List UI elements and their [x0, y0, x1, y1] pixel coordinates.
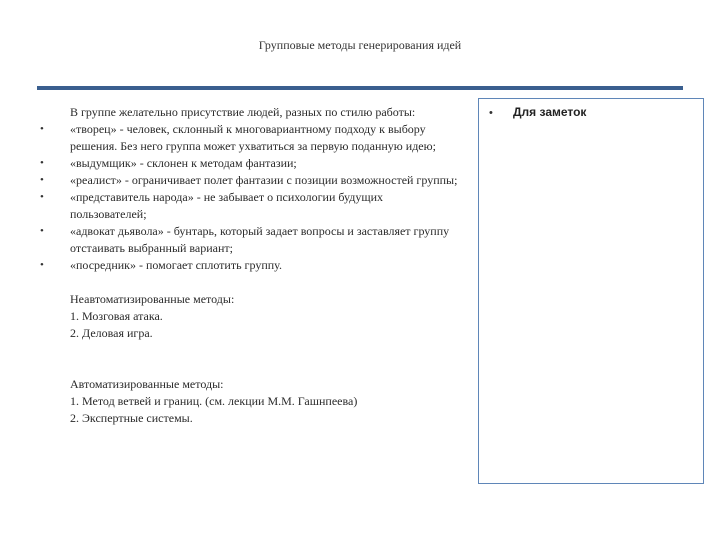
title-divider	[37, 86, 683, 90]
roles-list	[70, 121, 460, 274]
spacer	[70, 342, 460, 359]
list-item: • «выдумщик» - склонен к методам фантазии;	[70, 155, 460, 172]
automated-methods-heading: Автоматизированные методы:	[70, 377, 224, 391]
automated-method-item: 1. Метод ветвей и границ. (см. лекции М.М. Гашнпеева)	[70, 394, 358, 408]
intro-text: В группе желательно присутствие людей, разных по стилю работы:	[70, 105, 416, 119]
automated-method-item: 2. Экспертные системы.	[70, 411, 193, 425]
page-title: Групповые методы генерирования идей	[258, 38, 462, 52]
spacer	[70, 359, 460, 376]
list-item: • «адвокат дьявола» - бунтарь, который задает вопросы и заставляет группу отстаивать выбранный вариант;	[70, 223, 460, 257]
notes-box[interactable]	[478, 98, 704, 484]
list-item: • «посредник» - помогает сплотить группу.	[70, 257, 460, 274]
manual-method-item: 2. Деловая игра.	[70, 326, 153, 340]
list-item: • «представитель народа» - не забывает о психологии будущих пользователей;	[70, 189, 460, 223]
manual-methods-heading: Неавтоматизированные методы:	[70, 292, 235, 306]
list-item: • «творец» - человек, склонный к многовариантному подходу к выбору решения. Без него группа может ухватиться за первую поданную идею;	[70, 121, 460, 155]
main-content	[70, 104, 460, 427]
spacer	[70, 274, 460, 291]
list-item: • «реалист» - ограничивает полет фантазии с позиции возможностей группы;	[70, 172, 460, 189]
notes-label: Для заметок	[513, 105, 587, 119]
manual-method-item: 1. Мозговая атака.	[70, 309, 163, 323]
bullet-icon: •	[489, 107, 493, 119]
